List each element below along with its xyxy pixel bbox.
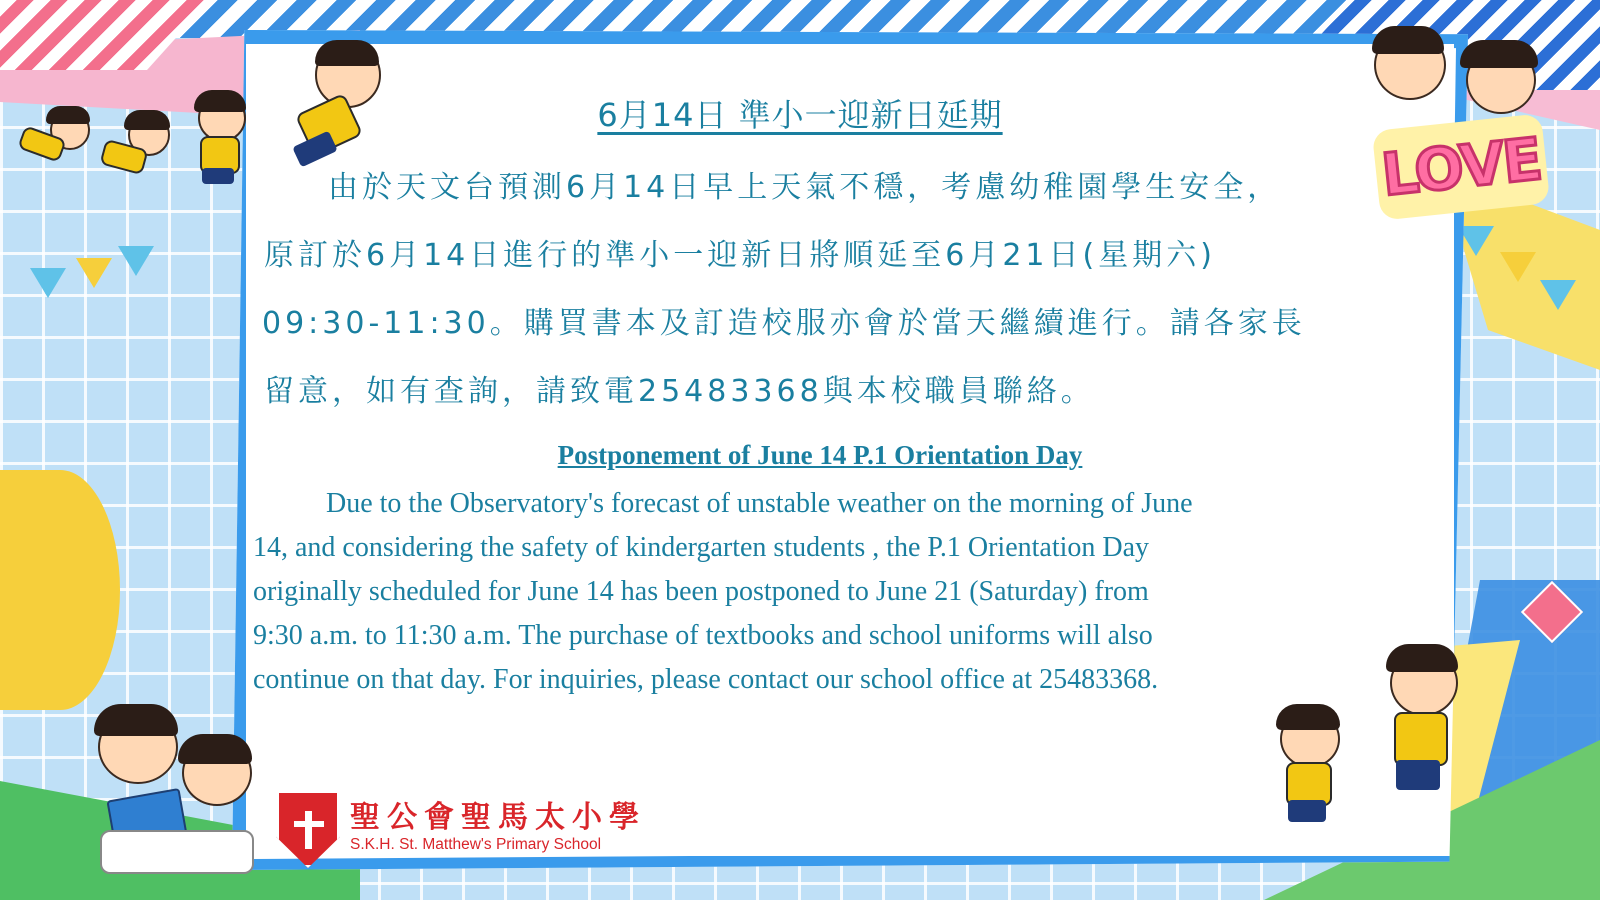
school-name-en: S.K.H. St. Matthew's Primary School [350,836,602,853]
zh-paragraph-line-2: 原訂於6月14日進行的準小一迎新日將順延至6月21日(星期六) [264,238,1216,273]
zh-paragraph-line-4: 留意，如有查詢，請致電25483368與本校職員聯絡。 [264,374,1095,409]
school-name-zh: 聖公會聖馬太小學 [350,800,646,835]
en-paragraph-line-5: continue on that day. For inquiries, please contact our school office at 25483368. [253,664,1159,695]
school-logo [276,790,696,870]
zh-paragraph-line-1: 由於天文台預測6月14日早上天氣不穩，考慮幼稚園學生安全， [328,170,1282,205]
school-crest-icon [276,790,340,868]
zh-paragraph-line-3: 09:30-11:30。購買書本及訂造校服亦會於當天繼續進行。請各家長 [262,306,1306,341]
zh-notice-title: 6月14日 準小一迎新日延期 [597,96,1003,134]
en-paragraph-line-2: 14, and considering the safety of kindergarten students , the P.1 Orientation Day [253,532,1150,563]
en-paragraph-line-1: Due to the Observatory's forecast of unstable weather on the morning of June [326,488,1193,519]
en-notice-title: Postponement of June 14 P.1 Orientation Day [557,440,1083,470]
love-sticker: LOVE [1372,113,1550,220]
en-paragraph-line-4: 9:30 a.m. to 11:30 a.m. The purchase of textbooks and school uniforms will also [253,620,1153,651]
en-paragraph-line-3: originally scheduled for June 14 has been postponed to June 21 (Saturday) from [253,576,1149,607]
